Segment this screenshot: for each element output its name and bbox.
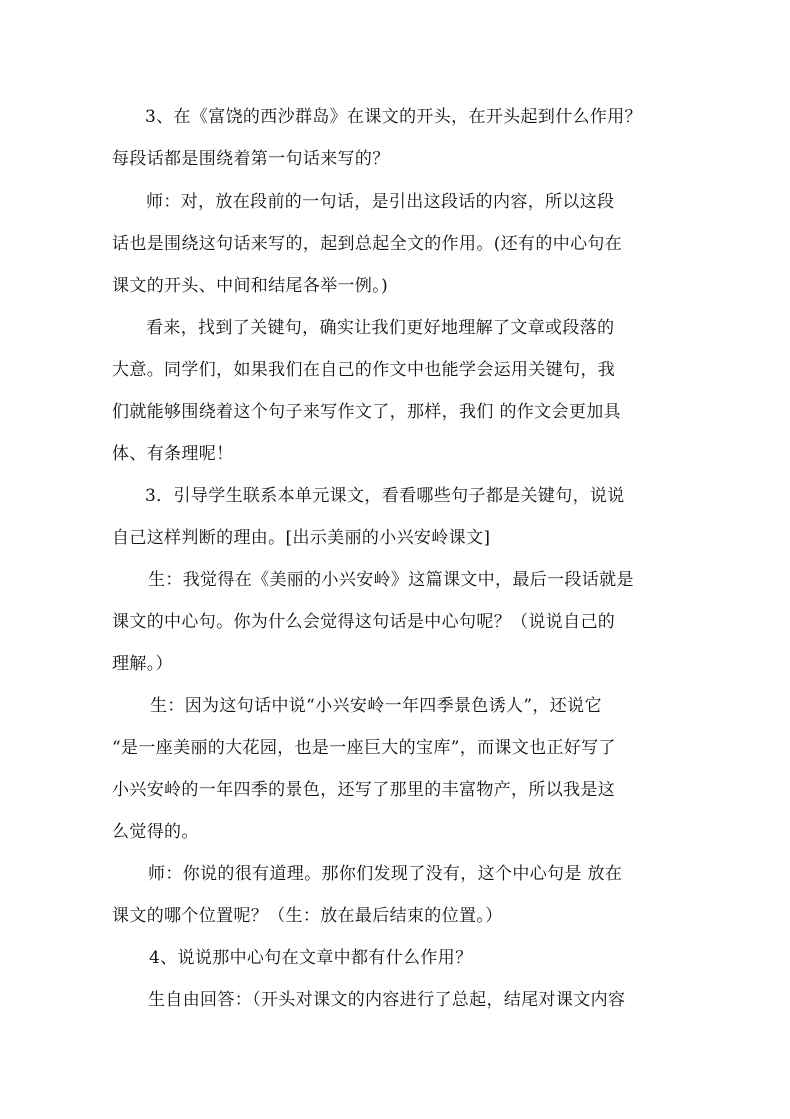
text-line: “是一座美丽的大花园，也是一座巨大的宝库”，而课文也正好写了 <box>112 738 616 758</box>
text-line: 大意。同学们，如果我们在自己的作文中也能学会运用关键句，我 <box>112 360 616 380</box>
text-line: 生：我觉得在《美丽的小兴安岭》这篇课文中，最后一段话就是 <box>148 570 634 590</box>
text-line: 3、在《富饶的西沙群岛》在课文的开头，在开头起到什么作用？ <box>145 107 642 127</box>
text-line: 每段话都是围绕着第一句话来写的？ <box>112 149 390 169</box>
text-line: 4、说说那中心句在文章中都有什么作用？ <box>149 948 473 968</box>
text-line: 体、有条理呢！ <box>112 444 234 464</box>
text-line: 课文的开头、中间和结尾各举一例。) <box>112 276 389 296</box>
text-line: 课文的中心句。你为什么会觉得这句话是中心句呢？（说说自己的 <box>112 612 616 632</box>
text-line: 生：因为这句话中说“小兴安岭一年四季景色诱人”，还说它 <box>150 696 602 716</box>
text-line: 自己这样判断的理由。[出示美丽的小兴安岭课文] <box>112 528 491 548</box>
text-line: 看来，找到了关键句，确实让我们更好地理解了文章或段落的 <box>146 318 615 338</box>
text-line: 小兴安岭的一年四季的景色，还写了那里的丰富物产，所以我是这 <box>112 780 616 800</box>
text-line: 生自由回答：（开头对课文的内容进行了总起，结尾对课文内容 <box>148 990 626 1010</box>
text-line: 么觉得的。 <box>112 822 199 842</box>
text-line: 师：你说的很有道理。那你们发现了没有，这个中心句是 放在 <box>148 864 623 884</box>
text-line: 理解。） <box>112 654 173 674</box>
text-line: 师：对，放在段前的一句话，是引出这段话的内容，所以这段 <box>146 192 615 212</box>
text-line: 3．引导学生联系本单元课文，看看哪些句子都是关键句，说说 <box>145 486 625 506</box>
text-line: 们就能够围绕着这个句子来写作文了，那样，我们 的作文会更加具 <box>112 402 621 422</box>
text-line: 课文的哪个位置呢？（生：放在最后结束的位置。） <box>112 906 503 926</box>
text-line: 话也是围绕这句话来写的，起到总起全文的作用。(还有的中心句在 <box>112 234 623 254</box>
